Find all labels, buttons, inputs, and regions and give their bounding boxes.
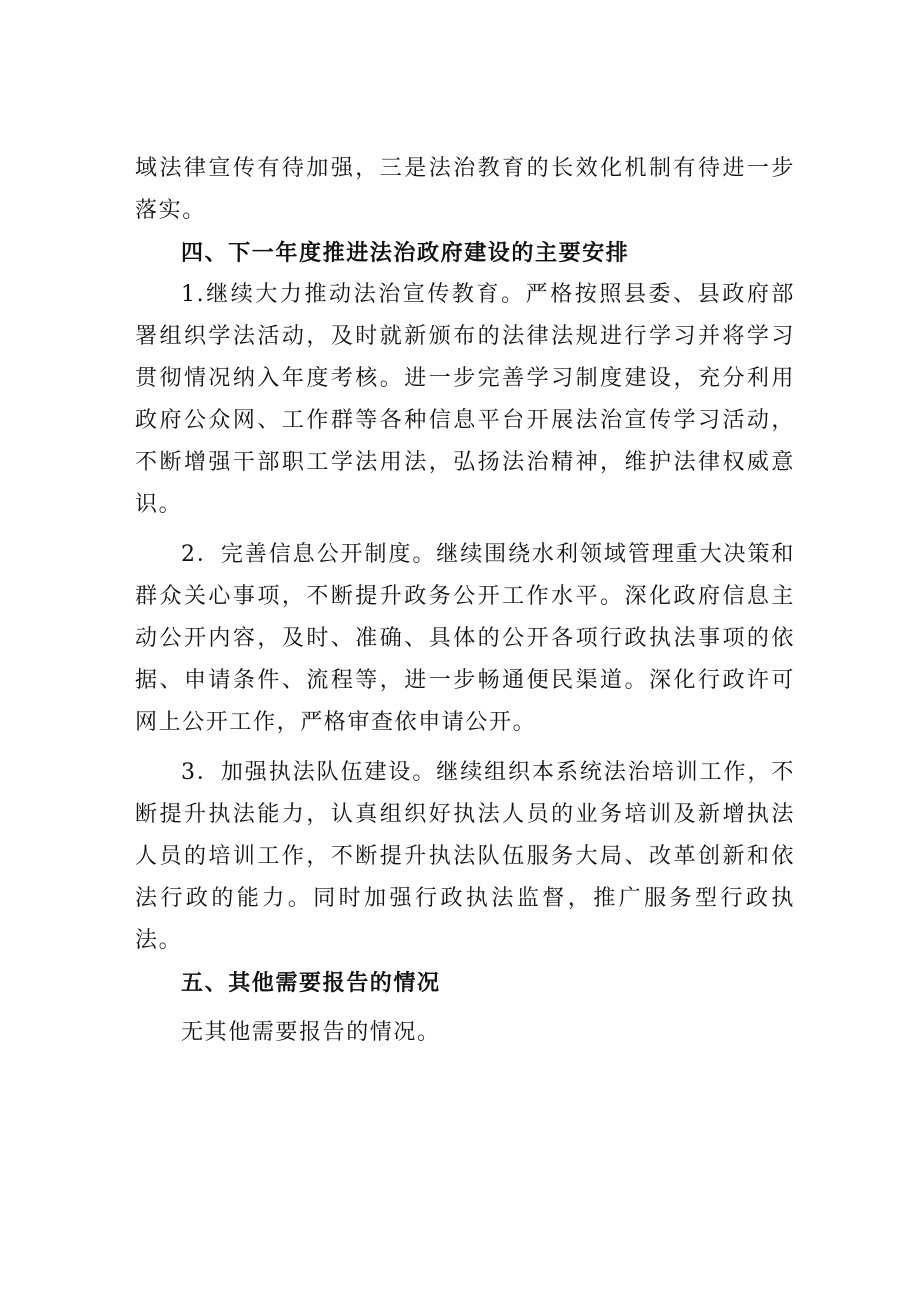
- continuation-paragraph: 域法律宣传有待加强，三是法治教育的长效化机制有待进一步落实。: [135, 156, 795, 223]
- section-4-heading: 四、下一年度推进法治政府建设的主要安排: [181, 240, 630, 266]
- section-4-item-3: 3．加强执法队伍建设。继续组织本系统法治培训工作，不断提升执法能力，认真组织好执法人员的业务培训及新增执法人员的培训工作，不断提升执法队伍服务大局、改革创新和依法行政的能力。同时加强行政执法监督，推广服务型行政执法。: [135, 760, 795, 953]
- section-4-item-2: 2．完善信息公开制度。继续围绕水利领域管理重大决策和群众关心事项，不断提升政务公开工作水平。深化政府信息主动公开内容，及时、准确、具体的公开各项行政执法事项的依据、申请条件、流程等，进一步畅通便民渠道。深化行政许可网上公开工作，严格审查依申请公开。: [135, 542, 795, 735]
- section-4-item-1: 1.继续大力推动法治宣传教育。严格按照县委、县政府部署组织学法活动，及时就新颁布的法律法规进行学习并将学习贯彻情况纳入年度考核。进一步完善学习制度建设，充分利用政府公众网、工作群等各种信息平台开展法治宣传学习活动，不断增强干部职工学法用法，弘扬法治精神，维护法律权威意识。: [135, 282, 795, 517]
- section-5-heading: 五、其他需要报告的情况: [181, 970, 441, 996]
- document-page: [135, 148, 795, 1054]
- section-5-body: 无其他需要报告的情况。: [181, 1020, 441, 1045]
